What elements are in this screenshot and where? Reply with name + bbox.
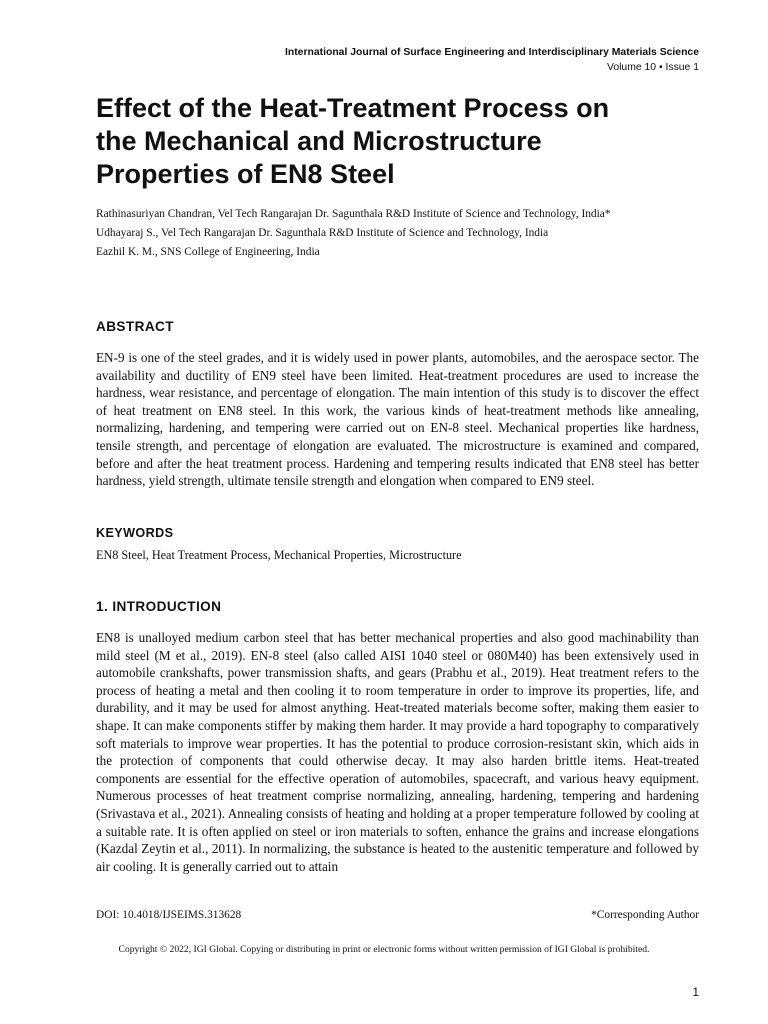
abstract-text: EN-9 is one of the steel grades, and it is widely used in power plants, automobiles, and the aerospace sector. The availability and ductility of EN9 steel have been limited. Heat-treatment procedures are used to increase the hardness, wear resistance, and percentage of elongation. The main intention of this study is to discover the effect of heat treatment on EN8 steel. In this work, the various kinds of heat-treatment methods like annealing, normalizing, hardening, and tempering were carried out on EN-8 steel. Mechanical properties like hardness, tensile strength, and percentage of elongation are evaluated. The microstructure is examined and compared, before and after the heat treatment process. Hardening and tempering results indicated that EN8 steel has better hardness, yield strength, ultimate tensile strength and elongation when compared to EN9 steel.: [96, 350, 699, 489]
author-list: [96, 205, 611, 262]
introduction-heading: 1. INTRODUCTION: [96, 599, 222, 614]
doi: DOI: 10.4018/IJSEIMS.313628: [96, 909, 242, 921]
volume-issue: Volume 10 • Issue 1: [606, 62, 699, 73]
introduction-text: EN8 is unalloyed medium carbon steel that has better mechanical properties and also good machinability than mild steel (M et al., 2019). EN-8 steel (also called AISI 1040 steel or 080M40) has been extensively used in automobile crankshafts, power transmission shafts, and gears (Prabhu et al., 2019). Heat treatment refers to the process of heating a metal and then cooling it to room temperature in order to improve its properties, life, and durability, and it may be used for almost anything. Heat-treated materials become softer, making them easier to shape. It can make components stiffer by making them harder. It may provide a hard topography to comparatively soft materials to improve wear properties. It has the potential to produce corrosion-resistant skin, which aids in the protection of components that could otherwise decay. It may also harden brittle items. Heat-treated components are essential for the effective operation of automobiles, spacecraft, and various heavy equipment. Numerous processes of heat treatment comprise normalizing, annealing, hardening, tempering and hardening (Srivastava et al., 2021). Annealing consists of heating and holding at a proper temperature followed by cooling at a suitable rate. It is often applied on steel or iron materials to soften, enhance the grains and increase elongations (Kazdal Zeytin et al., 2011). In normalizing, the substance is heated to the austenitic temperature and followed by air cooling. It is generally carried out to attain: [96, 630, 699, 874]
journal-name: International Journal of Surface Engineering and Interdisciplinary Materials Science: [284, 47, 699, 58]
abstract-heading: ABSTRACT: [96, 319, 174, 334]
author-3: Eazhil K. M., SNS College of Engineering, India: [96, 246, 320, 258]
author-2: Udhayaraj S., Vel Tech Rangarajan Dr. Sagunthala R&D Institute of Science and Technology, India: [96, 227, 549, 239]
keywords-text: EN8 Steel, Heat Treatment Process, Mechanical Properties, Microstructure: [96, 548, 462, 562]
page-number: 1: [692, 985, 699, 999]
copyright-notice: Copyright © 2022, IGI Global. Copying or distributing in print or electronic forms without written permission of IGI Global is prohibited.: [118, 944, 650, 955]
corresponding-author-note: *Corresponding Author: [591, 909, 699, 921]
journal-header: [285, 45, 699, 75]
keywords-heading: KEYWORDS: [96, 526, 174, 540]
author-1: Rathinasuriyan Chandran, Vel Tech Rangarajan Dr. Sagunthala R&D Institute of Science and Technology, India*: [96, 208, 611, 220]
paper-title: Effect of the Heat-Treatment Process on the Mechanical and Microstructure Properties of EN8 Steel: [96, 93, 610, 189]
